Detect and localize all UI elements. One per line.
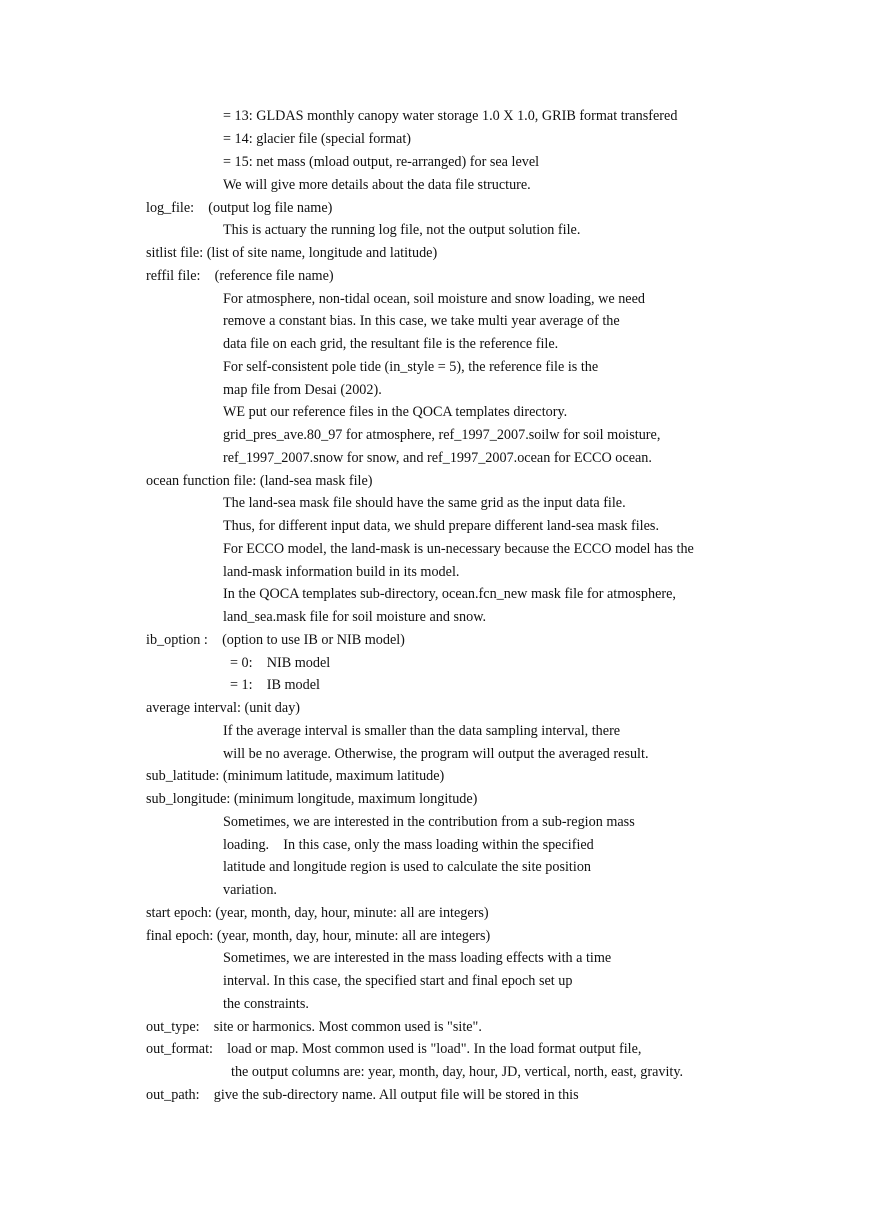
text-line: The land-sea mask file should have the same grid as the input data file.	[223, 495, 626, 511]
param-line: start epoch: (year, month, day, hour, minute: all are integers)	[146, 905, 489, 921]
param-line: average interval: (unit day)	[146, 700, 301, 716]
text-line: remove a constant bias. In this case, we take multi year average of the	[223, 313, 620, 329]
param-line: final epoch: (year, month, day, hour, minute: all are integers)	[146, 928, 491, 944]
param-line: sub_longitude: (minimum longitude, maximum longitude)	[146, 791, 478, 807]
text-line: Sometimes, we are interested in the contribution from a sub-region mass	[223, 814, 635, 830]
param-line: out_type: site or harmonics. Most common used is "site".	[146, 1019, 482, 1035]
text-line: = 13: GLDAS monthly canopy water storage 1.0 X 1.0, GRIB format transfered	[223, 108, 678, 124]
text-line: WE put our reference files in the QOCA templates directory.	[223, 404, 568, 420]
text-line: data file on each grid, the resultant file is the reference file.	[223, 336, 559, 352]
param-line: sitlist file: (list of site name, longitude and latitude)	[146, 245, 438, 261]
option-line: = 0: NIB model	[230, 655, 331, 671]
param-line: sub_latitude: (minimum latitude, maximum latitude)	[146, 768, 445, 784]
text-line: ref_1997_2007.snow for snow, and ref_1997_2007.ocean for ECCO ocean.	[223, 450, 652, 466]
text-line: the output columns are: year, month, day, hour, JD, vertical, north, east, gravity.	[231, 1064, 684, 1080]
text-line: We will give more details about the data file structure.	[223, 177, 531, 193]
param-line: ib_option : (option to use IB or NIB model)	[146, 632, 405, 648]
text-line: grid_pres_ave.80_97 for atmosphere, ref_1997_2007.soilw for soil moisture,	[223, 427, 661, 443]
text-line: land_sea.mask file for soil moisture and snow.	[223, 609, 487, 625]
param-line: ocean function file: (land-sea mask file)	[146, 473, 373, 489]
param-line: reffil file: (reference file name)	[146, 268, 334, 284]
param-line: log_file: (output log file name)	[146, 200, 333, 216]
text-line: land-mask information build in its model.	[223, 564, 460, 580]
text-line: will be no average. Otherwise, the program will output the averaged result.	[223, 746, 649, 762]
text-line: map file from Desai (2002).	[223, 382, 382, 398]
text-line: variation.	[223, 882, 277, 898]
text-line: This is actuary the running log file, not the output solution file.	[223, 222, 581, 238]
text-line: latitude and longitude region is used to calculate the site position	[223, 859, 592, 875]
text-line: the constraints.	[223, 996, 309, 1012]
text-line: For ECCO model, the land-mask is un-necessary because the ECCO model has the	[223, 541, 694, 557]
text-line: In the QOCA templates sub-directory, ocean.fcn_new mask file for atmosphere,	[223, 586, 676, 602]
option-line: = 1: IB model	[230, 677, 320, 693]
text-line: loading. In this case, only the mass loading within the specified	[223, 837, 594, 853]
param-line: out_path: give the sub-directory name. All output file will be stored in this	[146, 1087, 579, 1103]
text-line: For self-consistent pole tide (in_style = 5), the reference file is the	[223, 359, 599, 375]
text-line: For atmosphere, non-tidal ocean, soil moisture and snow loading, we need	[223, 291, 645, 307]
text-line: interval. In this case, the specified start and final epoch set up	[223, 973, 573, 989]
param-line: out_format: load or map. Most common used is "load". In the load format output file,	[146, 1041, 642, 1057]
text-line: = 14: glacier file (special format)	[223, 131, 412, 147]
text-line: Thus, for different input data, we shuld prepare different land-sea mask files.	[223, 518, 659, 534]
text-line: If the average interval is smaller than the data sampling interval, there	[223, 723, 621, 739]
text-line: = 15: net mass (mload output, re-arranged) for sea level	[223, 154, 540, 170]
text-line: Sometimes, we are interested in the mass loading effects with a time	[223, 950, 612, 966]
